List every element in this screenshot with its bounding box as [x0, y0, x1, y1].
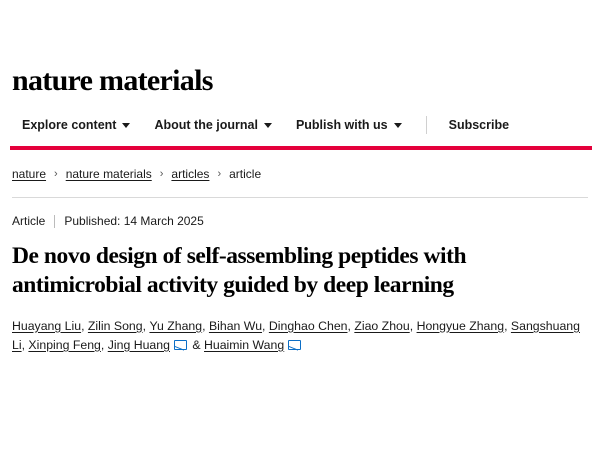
- nav-label: Subscribe: [448, 118, 510, 132]
- nav-label: Explore content: [22, 118, 117, 132]
- author-separator: ,: [100, 337, 108, 352]
- breadcrumb-item-nature-materials[interactable]: nature materials: [65, 167, 152, 181]
- site-masthead: [0, 66, 600, 150]
- author-link[interactable]: Huayang Liu: [12, 318, 82, 333]
- breadcrumb: [12, 150, 588, 181]
- article-content: [0, 150, 600, 355]
- author-link[interactable]: Yu Zhang: [149, 318, 203, 333]
- nav-item-publish-with-us[interactable]: [296, 118, 402, 132]
- author-link[interactable]: Dinghao Chen: [268, 318, 348, 333]
- nav-item-about-the-journal[interactable]: [154, 118, 271, 132]
- author-separator: ,: [21, 337, 29, 352]
- author-separator: ,: [202, 318, 209, 333]
- article-meta: [12, 214, 588, 228]
- breadcrumb-item-article: article: [229, 167, 262, 181]
- nav-item-explore-content[interactable]: [22, 118, 130, 132]
- author-separator: ,: [142, 318, 150, 333]
- email-icon[interactable]: [288, 340, 301, 350]
- email-icon[interactable]: [174, 340, 187, 350]
- breadcrumb-separator-icon: ›: [217, 168, 222, 180]
- breadcrumb-separator-icon: ›: [159, 168, 164, 180]
- author-separator: &: [188, 337, 204, 352]
- author-link[interactable]: Hongyue Zhang: [416, 318, 505, 333]
- page-title: De novo design of self-assembling peptides with antimicrobial activity guided by deep learning: [12, 243, 467, 299]
- author-list: [12, 317, 588, 355]
- nav-divider: [426, 116, 427, 134]
- author-separator: ,: [409, 318, 417, 333]
- author-link[interactable]: Xinping Feng: [28, 337, 101, 352]
- main-navigation: [10, 112, 592, 138]
- breadcrumb-item-articles[interactable]: articles: [171, 167, 210, 181]
- author-link[interactable]: Zilin Song: [87, 318, 143, 333]
- author-separator: ,: [81, 318, 88, 333]
- chevron-down-icon: [394, 123, 402, 128]
- author-separator: ,: [262, 318, 269, 333]
- chevron-down-icon: [122, 123, 130, 128]
- publication-date: Published: 14 March 2025: [64, 214, 204, 228]
- author-separator: ,: [504, 318, 511, 333]
- nav-label: About the journal: [154, 118, 258, 132]
- nav-item-subscribe[interactable]: [449, 118, 509, 132]
- author-separator: ,: [347, 318, 355, 333]
- author-link[interactable]: Bihan Wu: [208, 318, 263, 333]
- top-whitespace: [0, 0, 600, 66]
- meta-separator: [54, 215, 55, 228]
- author-link[interactable]: Jing Huang: [107, 337, 170, 352]
- journal-logo[interactable]: nature materials: [12, 64, 213, 97]
- breadcrumb-item-nature[interactable]: nature: [12, 167, 47, 181]
- divider: [12, 197, 588, 198]
- breadcrumb-separator-icon: ›: [54, 168, 58, 180]
- nav-label: Publish with us: [295, 118, 388, 132]
- chevron-down-icon: [264, 123, 272, 128]
- author-link[interactable]: Huaimin Wang: [204, 337, 285, 352]
- article-type: Article: [12, 214, 46, 228]
- author-link[interactable]: Ziao Zhou: [354, 318, 410, 333]
- author-link[interactable]: Sangshuang Li: [12, 318, 580, 352]
